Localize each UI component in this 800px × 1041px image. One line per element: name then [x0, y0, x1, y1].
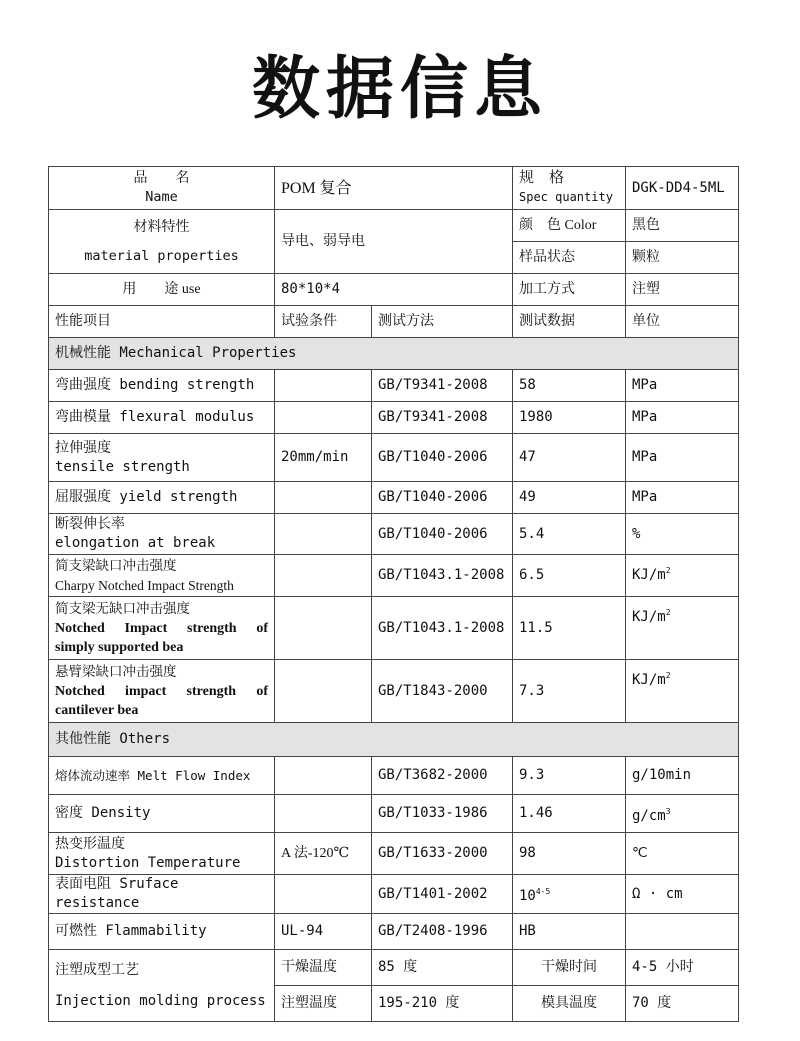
molding-label-cell	[49, 950, 275, 1022]
section-mechanical: 机械性能 Mechanical Properties	[49, 338, 739, 370]
page-title: 数据信息	[251, 50, 548, 129]
property-name-cn: 悬臂梁缺口冲击强度	[55, 663, 177, 680]
unit-base: KJ/m	[632, 672, 666, 688]
column-header: 测试方法	[372, 306, 513, 338]
table-row	[49, 795, 739, 833]
unit-superscript: 2	[665, 671, 671, 680]
inject-temp-value: 195-210 度	[372, 986, 513, 1022]
test-condition	[275, 482, 372, 514]
column-header: 性能项目	[49, 306, 275, 338]
property-name-cn: 热变形温度	[55, 835, 125, 852]
column-header-row	[49, 306, 739, 338]
property-name-cn: 拉伸强度	[55, 439, 111, 456]
table-row	[49, 514, 739, 555]
use-value: 80*10*4	[275, 274, 513, 306]
column-header: 试验条件	[275, 306, 372, 338]
property-name	[49, 597, 275, 660]
property-name	[49, 514, 275, 555]
section-header-row	[49, 338, 739, 370]
test-value: HB	[513, 914, 626, 950]
spec-label-cn: 规 格	[519, 170, 565, 186]
dry-temp-value: 85 度	[372, 950, 513, 986]
test-method: GB/T1401-2002	[372, 875, 513, 914]
test-value: 11.5	[513, 597, 626, 660]
unit: MPa	[626, 482, 739, 514]
use-label: 用 途 use	[49, 274, 275, 306]
table-row	[49, 555, 739, 597]
dry-temp-label: 干燥温度	[275, 950, 372, 986]
property-name: 表面电阻 Sruface resistance	[49, 875, 275, 914]
property-name	[49, 555, 275, 597]
test-value: 1980	[513, 402, 626, 434]
property-name-en: elongation at break	[55, 535, 216, 551]
test-condition	[275, 370, 372, 402]
test-value: 49	[513, 482, 626, 514]
value-superscript: 4-5	[535, 887, 551, 896]
table-row	[49, 914, 739, 950]
test-value: 7.3	[513, 660, 626, 723]
property-name: 熔体流动速率 Melt Flow Index	[49, 757, 275, 795]
name-label-cell	[49, 167, 275, 210]
test-condition	[275, 795, 372, 833]
property-name-cn: 断裂伸长率	[55, 516, 125, 532]
property-name: 屈服强度 yield strength	[49, 482, 275, 514]
mold-temp-label: 模具温度	[513, 986, 626, 1022]
test-method: GB/T2408-1996	[372, 914, 513, 950]
table-row	[49, 660, 739, 723]
sample-value: 颗粒	[626, 242, 739, 274]
column-header: 单位	[626, 306, 739, 338]
sample-label: 样品状态	[513, 242, 626, 274]
unit-superscript: 2	[665, 608, 671, 617]
test-condition	[275, 875, 372, 914]
unit	[626, 555, 739, 597]
test-value: 98	[513, 833, 626, 875]
processing-value: 注塑	[626, 274, 739, 306]
test-value: 9.3	[513, 757, 626, 795]
unit-base: KJ/m	[632, 567, 666, 583]
test-condition	[275, 757, 372, 795]
molding-label-cn: 注塑成型工艺	[55, 961, 139, 978]
test-condition	[275, 402, 372, 434]
property-name-en: tensile strength	[55, 458, 190, 475]
section-header-row	[49, 723, 739, 757]
test-method: GB/T1843-2000	[372, 660, 513, 723]
unit: %	[626, 514, 739, 555]
test-value: 1.46	[513, 795, 626, 833]
spec-label-en: Spec quantity	[519, 190, 613, 204]
name-value: POM 复合	[275, 167, 513, 210]
material-value: 导电、弱导电	[275, 210, 513, 274]
test-method: GB/T1040-2006	[372, 482, 513, 514]
unit: ℃	[626, 833, 739, 875]
table-row	[49, 274, 739, 306]
mold-temp-value: 70 度	[626, 986, 739, 1022]
unit: Ω · cm	[626, 875, 739, 914]
unit	[626, 597, 739, 660]
test-condition	[275, 660, 372, 723]
name-label-cn: 品 名	[133, 171, 190, 186]
test-method: GB/T9341-2008	[372, 370, 513, 402]
spec-table	[48, 166, 739, 1022]
property-name	[49, 434, 275, 482]
unit	[626, 914, 739, 950]
test-condition	[275, 597, 372, 660]
unit: MPa	[626, 434, 739, 482]
unit-superscript: 2	[665, 566, 671, 575]
color-label: 颜 色 Color	[513, 210, 626, 242]
test-method: GB/T1040-2006	[372, 514, 513, 555]
property-name: 弯曲模量 flexural modulus	[49, 402, 275, 434]
material-label-cn: 材料特性	[133, 219, 190, 235]
property-name-en: Distortion Temperature	[55, 854, 241, 871]
spec-value: DGK-DD4-5ML	[626, 167, 739, 210]
section-others: 其他性能 Others	[49, 723, 739, 757]
dry-time-value: 4-5 小时	[626, 950, 739, 986]
test-condition	[275, 514, 372, 555]
table-row	[49, 757, 739, 795]
test-method: GB/T1633-2000	[372, 833, 513, 875]
column-header: 测试数据	[513, 306, 626, 338]
property-name: 密度 Density	[49, 795, 275, 833]
unit: MPa	[626, 370, 739, 402]
table-row	[49, 210, 739, 242]
dry-time-label: 干燥时间	[513, 950, 626, 986]
property-name-en-line1: Notched Impact strength of	[55, 620, 268, 636]
table-row	[49, 370, 739, 402]
table-row	[49, 597, 739, 660]
table-row	[49, 833, 739, 875]
test-method: GB/T1043.1-2008	[372, 597, 513, 660]
unit: MPa	[626, 402, 739, 434]
unit-superscript: 3	[665, 806, 671, 816]
test-method: GB/T1040-2006	[372, 434, 513, 482]
property-name-en-line2: simply supported bea	[55, 639, 184, 655]
table-row	[49, 482, 739, 514]
test-value: 47	[513, 434, 626, 482]
test-value: 5.4	[513, 514, 626, 555]
property-name: 弯曲强度 bending strength	[49, 370, 275, 402]
property-name	[49, 833, 275, 875]
test-condition: A 法-120℃	[275, 833, 372, 875]
test-condition: UL-94	[275, 914, 372, 950]
test-method: GB/T9341-2008	[372, 402, 513, 434]
unit: g/10min	[626, 757, 739, 795]
property-name-cn: 简支梁缺口冲击强度	[55, 557, 177, 574]
unit	[626, 795, 739, 833]
molding-label-en: Injection molding process	[55, 992, 266, 1009]
table-row	[49, 167, 739, 210]
table-row	[49, 950, 739, 986]
test-value: 58	[513, 370, 626, 402]
material-label-cell	[49, 210, 275, 274]
test-value: 6.5	[513, 555, 626, 597]
property-name-en-line1: Notched impact strength of	[55, 683, 268, 699]
spec-label-cell	[513, 167, 626, 210]
table-row	[49, 402, 739, 434]
material-label-en: material properties	[84, 247, 239, 264]
processing-label: 加工方式	[513, 274, 626, 306]
unit-base: KJ/m	[632, 609, 666, 625]
table-row	[49, 875, 739, 914]
value-base: 10	[519, 888, 536, 904]
property-name: 可燃性 Flammability	[49, 914, 275, 950]
property-name-en-line2: cantilever bea	[55, 702, 139, 718]
property-name	[49, 660, 275, 723]
property-name-en: Charpy Notched Impact Strength	[55, 577, 234, 593]
table-row	[49, 434, 739, 482]
test-method: GB/T3682-2000	[372, 757, 513, 795]
test-condition: 20mm/min	[275, 434, 372, 482]
test-method: GB/T1043.1-2008	[372, 555, 513, 597]
unit-base: g/cm	[632, 807, 666, 824]
property-name-cn: 简支梁无缺口冲击强度	[55, 600, 190, 617]
inject-temp-label: 注塑温度	[275, 986, 372, 1022]
test-value	[513, 875, 626, 914]
test-condition	[275, 555, 372, 597]
test-method: GB/T1033-1986	[372, 795, 513, 833]
unit	[626, 660, 739, 723]
name-label-en: Name	[145, 189, 178, 205]
color-value: 黑色	[626, 210, 739, 242]
